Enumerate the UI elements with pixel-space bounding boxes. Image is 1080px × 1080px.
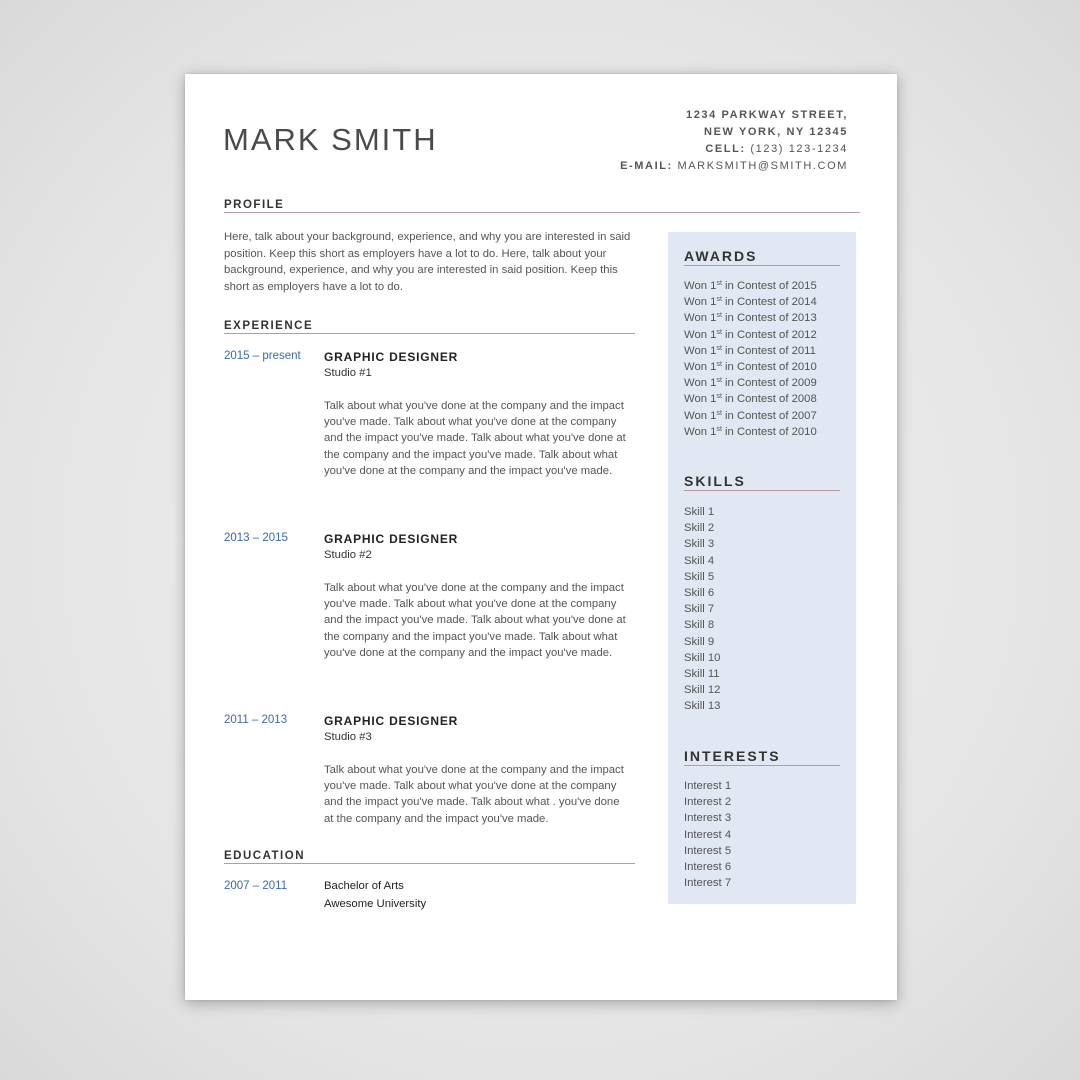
job-company: Studio #3 xyxy=(324,731,372,743)
cell-label: CELL: xyxy=(705,143,746,155)
award-suffix: in Contest of 2010 xyxy=(721,361,817,374)
awards-heading: AWARDS xyxy=(684,248,840,266)
award-ordinal: st xyxy=(716,393,722,401)
award-ordinal: st xyxy=(716,425,722,433)
award-suffix: in Contest of 2012 xyxy=(721,328,817,341)
job-dates: 2013 – 2015 xyxy=(224,532,288,544)
job-description: Talk about what you've done at the company and the impact you've made. Talk about what you've done at the company and the impact you've made. Talk about what you've done at the company and the impact you've made. Talk about what you've done at the company and the impact you've made. xyxy=(324,400,626,477)
award-ordinal: st xyxy=(716,377,722,385)
award-ordinal: st xyxy=(716,409,722,417)
award-item xyxy=(684,278,817,294)
job-title: GRAPHIC DESIGNER xyxy=(324,350,459,364)
skill-item: Skill 9 xyxy=(684,635,715,648)
award-suffix: in Contest of 2009 xyxy=(721,377,817,390)
award-suffix: in Contest of 2010 xyxy=(721,425,817,438)
award-item xyxy=(684,343,817,359)
award-item xyxy=(684,375,817,391)
award-prefix: Won 1 xyxy=(684,377,717,390)
award-item xyxy=(684,294,817,310)
interest-item: Interest 6 xyxy=(684,861,732,874)
award-ordinal: st xyxy=(716,280,722,287)
award-ordinal: st xyxy=(716,328,722,336)
award-suffix: in Contest of 2014 xyxy=(721,296,817,309)
award-suffix: in Contest of 2015 xyxy=(721,280,817,292)
award-suffix: in Contest of 2007 xyxy=(721,409,817,422)
interest-item: Interest 7 xyxy=(684,877,732,890)
email-label: E-MAIL: xyxy=(620,160,673,172)
interests-list xyxy=(684,778,731,891)
skills-heading: SKILLS xyxy=(684,473,840,491)
award-prefix: Won 1 xyxy=(684,312,717,325)
award-item xyxy=(684,424,817,440)
skill-item: Skill 5 xyxy=(684,570,715,583)
skill-item: Skill 10 xyxy=(684,651,721,664)
education-dates: 2007 – 2011 xyxy=(224,880,288,892)
job-company: Studio #1 xyxy=(324,367,372,379)
education-school: Awesome University xyxy=(324,898,427,910)
skill-item: Skill 11 xyxy=(684,668,720,681)
sidebar-panel xyxy=(668,232,856,904)
job-description: Talk about what you've done at the company and the impact you've made. Talk about what you've done at the company and the impact you've made. Talk about what you've done at the company and the impact you've made. Talk about what you've done at the company and the impact you've made. xyxy=(324,582,626,659)
address-line-2: NEW YORK, NY 12345 xyxy=(704,126,848,138)
award-prefix: Won 1 xyxy=(684,296,717,309)
award-ordinal: st xyxy=(716,361,722,369)
skill-item: Skill 2 xyxy=(684,522,715,535)
education-degree: Bachelor of Arts xyxy=(324,880,404,892)
award-prefix: Won 1 xyxy=(684,328,717,341)
skill-item: Skill 3 xyxy=(684,538,715,551)
email-value: MARKSMITH@SMITH.COM xyxy=(677,160,848,172)
awards-list xyxy=(684,278,817,440)
job-dates: 2015 – present xyxy=(224,350,301,362)
job-dates: 2011 – 2013 xyxy=(224,714,288,726)
award-prefix: Won 1 xyxy=(684,344,717,357)
award-ordinal: st xyxy=(716,296,722,304)
award-suffix: in Contest of 2013 xyxy=(721,312,817,325)
interest-item: Interest 2 xyxy=(684,796,732,809)
resume-page xyxy=(185,74,897,1000)
skill-item: Skill 13 xyxy=(684,700,721,713)
award-ordinal: st xyxy=(716,344,722,352)
cell-value: (123) 123-1234 xyxy=(750,143,848,155)
skill-item: Skill 6 xyxy=(684,587,715,600)
skill-item: Skill 1 xyxy=(684,506,715,518)
email-line xyxy=(620,158,848,175)
skill-item: Skill 8 xyxy=(684,619,715,632)
contact-block xyxy=(620,107,848,175)
skill-item: Skill 7 xyxy=(684,603,715,616)
skill-item: Skill 12 xyxy=(684,684,721,697)
award-suffix: in Contest of 2011 xyxy=(721,344,816,357)
skill-item: Skill 4 xyxy=(684,554,715,567)
interest-item: Interest 5 xyxy=(684,844,732,857)
award-prefix: Won 1 xyxy=(684,361,717,374)
job-company: Studio #2 xyxy=(324,549,372,561)
job-title: GRAPHIC DESIGNER xyxy=(324,714,459,728)
award-item xyxy=(684,327,817,343)
award-ordinal: st xyxy=(716,312,722,320)
education-heading: EDUCATION xyxy=(224,850,635,864)
interest-item: Interest 3 xyxy=(684,812,732,825)
award-item xyxy=(684,359,817,375)
award-item xyxy=(684,408,817,424)
award-prefix: Won 1 xyxy=(684,425,717,438)
award-item xyxy=(684,391,817,407)
interests-heading: INTERESTS xyxy=(684,748,840,766)
cell-line xyxy=(620,141,848,158)
job-description: Talk about what you've done at the company and the impact you've made. Talk about what you've done at the company and the impact you've made. Talk about what . you've done at the company and the impact you've made. xyxy=(324,764,624,825)
experience-heading: EXPERIENCE xyxy=(224,320,635,334)
award-item xyxy=(684,310,817,326)
resume-name: MARK SMITH xyxy=(223,122,438,157)
award-prefix: Won 1 xyxy=(684,409,717,422)
award-suffix: in Contest of 2008 xyxy=(721,393,817,406)
skills-list xyxy=(684,504,720,715)
award-prefix: Won 1 xyxy=(684,393,717,406)
interest-item: Interest 4 xyxy=(684,828,732,841)
award-prefix: Won 1 xyxy=(684,280,717,292)
address-line-1: 1234 PARKWAY STREET, xyxy=(685,109,848,121)
job-title: GRAPHIC DESIGNER xyxy=(324,532,459,546)
profile-heading: PROFILE xyxy=(224,199,860,213)
profile-text: Here, talk about your background, experience, and why you are interested in said position. Keep this short as employers have a lot to do. Here, talk about your background, experience, and why you are interested in said position. Keep this short as employers have a lot to do. xyxy=(224,231,631,293)
interest-item: Interest 1 xyxy=(684,780,732,792)
